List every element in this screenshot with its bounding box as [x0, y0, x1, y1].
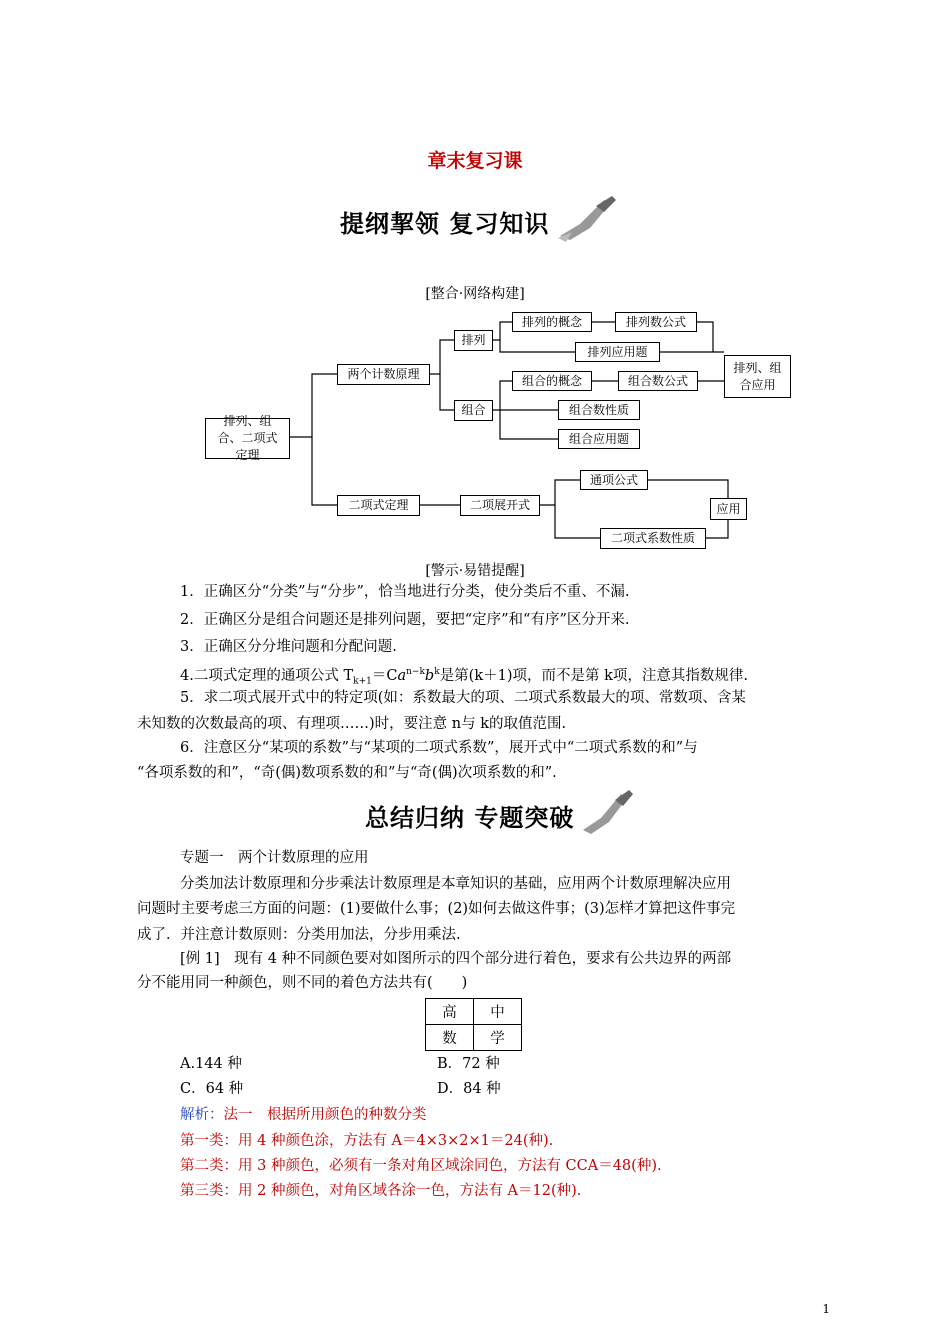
example-line-1: [例 1] 现有 4 种不同颜色要对如图所示的四个部分进行着色，要求有公共边界的两部: [180, 951, 732, 967]
warning-3: 3．正确区分分堆问题和分配问题.: [180, 639, 397, 655]
node-comb-application: 组合应用题: [558, 429, 640, 449]
warning-4-end: 是第(k＋1)项，而不是第 k项，注意其指数规律.: [439, 667, 749, 684]
topic-heading: 专题一 两个计数原理的应用: [180, 850, 369, 866]
warning-4-sub-index: k+1: [353, 676, 372, 687]
warning-1: 1．正确区分“分类”与“分步”，恰当地进行分类，使分类后不重、不漏.: [180, 584, 630, 600]
node-binomial-expansion: 二项展开式: [460, 495, 540, 516]
solution-lead: [180, 1104, 427, 1126]
grid-cell-gao: 高: [426, 999, 474, 1025]
warning-heading: [警示·易错提醒]: [425, 563, 525, 579]
warning-6b: “各项系数的和”，“奇(偶)数项系数的和”与“奇(偶)次项系数的和”.: [137, 765, 557, 781]
solution-line-1: 第一类：用 4 种颜色涂，方法有 A＝4×3×2×1＝24(种).: [180, 1133, 554, 1149]
solution-label: 解析：: [180, 1107, 224, 1123]
option-c: C．64 种: [180, 1081, 244, 1097]
warning-5b: 未知数的次数最高的项、有理项……)时，要注意 n与 k的取值范围.: [137, 716, 567, 732]
warning-4-start: 4.二项式定理的通项公式 T: [180, 667, 354, 684]
grid-cell-xue: 学: [474, 1025, 522, 1051]
option-d: D．84 种: [437, 1081, 501, 1097]
summary-banner-text: 总结归纳 专题突破: [365, 804, 575, 832]
network-heading: [整合·网络构建]: [425, 286, 525, 302]
coloring-grid: [425, 998, 522, 1051]
node-comb-properties: 组合数性质: [558, 400, 640, 420]
node-coefficient-properties: 二项式系数性质: [600, 528, 706, 549]
node-root: 排列、组合、二项式定理: [205, 418, 290, 459]
node-perm-formula: 排列数公式: [615, 312, 697, 332]
node-permutation: 排列: [454, 330, 493, 351]
node-perm-application: 排列应用题: [575, 342, 660, 362]
warning-2: 2．正确区分是组合问题还是排列问题，要把“定序”和“有序”区分开来.: [180, 612, 630, 628]
node-general-term: 通项公式: [580, 470, 648, 490]
summary-banner: [355, 794, 645, 834]
warning-5a: 5．求二项式展开式中的特定项(如：系数最大的项、二项式系数最大的项、常数项、含某: [180, 690, 746, 706]
node-pc-application: 排列、组合应用: [724, 355, 791, 398]
concept-map-lines: [0, 0, 950, 560]
node-counting-principles: 两个计数原理: [337, 364, 430, 385]
warning-4-sup-nk: n−k: [406, 667, 425, 677]
brush-stroke-icon: [577, 788, 637, 838]
node-combination: 组合: [454, 400, 493, 421]
option-b: B．72 种: [437, 1056, 500, 1072]
node-comb-formula: 组合数公式: [618, 371, 698, 391]
warning-4-b: b: [424, 667, 435, 684]
node-application: 应用: [710, 498, 747, 520]
topic-paragraph-2: 问题时主要考虑三方面的问题：(1)要做什么事；(2)如何去做这件事；(3)怎样才算把这件事完: [137, 901, 736, 917]
node-binomial-theorem: 二项式定理: [337, 495, 420, 516]
topic-paragraph-1: 分类加法计数原理和分步乘法计数原理是本章知识的基础，应用两个计数原理解决应用: [180, 876, 731, 892]
grid-cell-shu: 数: [426, 1025, 474, 1051]
solution-line-3: 第三类：用 2 种颜色，对角区域各涂一色，方法有 A＝12(种).: [180, 1183, 582, 1199]
page-number: 1: [822, 1302, 830, 1316]
option-a: A.144 种: [180, 1056, 242, 1072]
page-title: 章末复习课: [427, 150, 523, 172]
warning-4-a: a: [397, 667, 407, 684]
node-comb-concept: 组合的概念: [512, 371, 592, 391]
warning-4-sup-k: k: [434, 667, 440, 677]
example-line-2: 分不能用同一种颜色，则不同的着色方法共有( ): [137, 975, 468, 991]
topic-paragraph-3: 成了．并注意计数原则：分类用加法，分步用乘法.: [137, 927, 461, 943]
node-perm-concept: 排列的概念: [512, 312, 592, 332]
solution-method: 法一 根据所用颜色的种数分类: [223, 1107, 427, 1123]
grid-cell-zhong: 中: [474, 999, 522, 1025]
solution-line-2: 第二类：用 3 种颜色，必须有一条对角区域涂同色，方法有 CCA＝48(种).: [180, 1158, 662, 1174]
warning-6a: 6．注意区分“某项的系数”与“某项的二项式系数”，展开式中“二项式系数的和”与: [180, 740, 698, 756]
review-banner-text: 提纲挈领 复习知识: [340, 210, 550, 238]
warning-4-eq: ＝C: [371, 667, 398, 684]
